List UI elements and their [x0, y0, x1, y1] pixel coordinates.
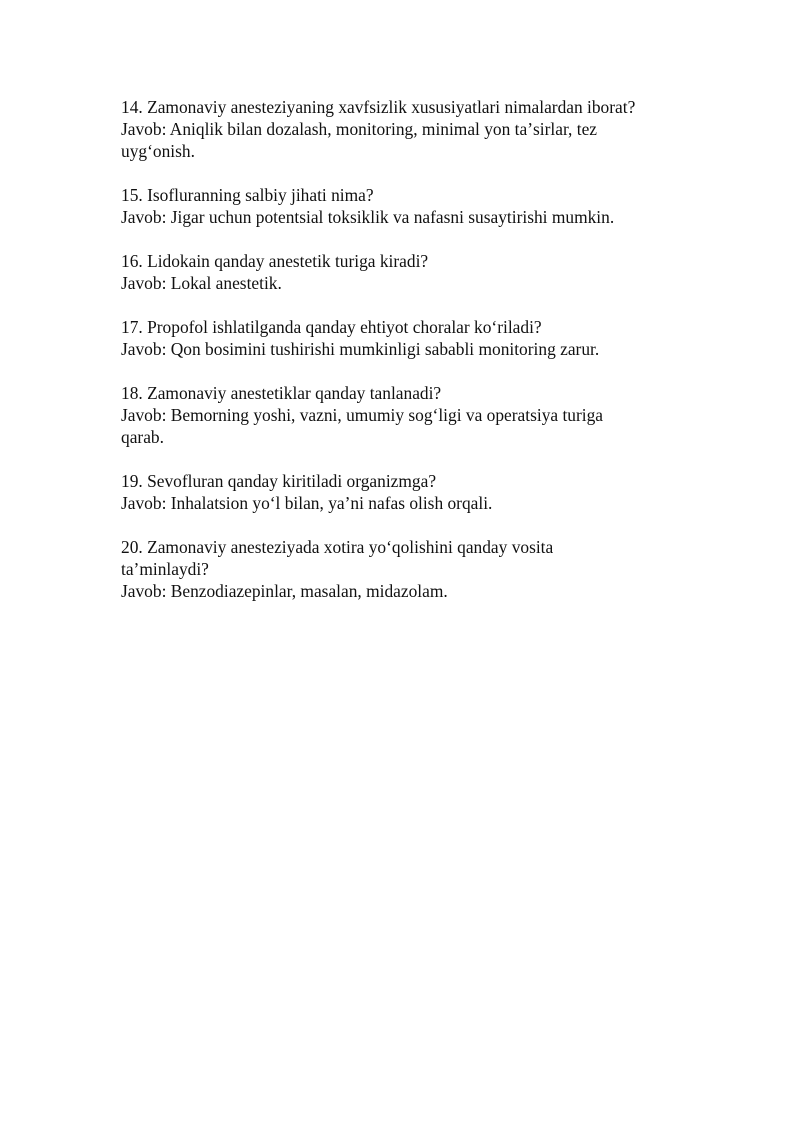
qa-item-19	[121, 470, 701, 514]
answer-20: Javob: Benzodiazepinlar, masalan, midazolam.	[121, 581, 448, 601]
document-content	[121, 96, 701, 624]
answer-16: Javob: Lokal anestetik.	[121, 273, 282, 293]
answer-18-line1: Javob: Bemorning yoshi, vazni, umumiy sogʻligi va operatsiya turiga	[121, 405, 604, 425]
question-15: 15. Isofluranning salbiy jihati nima?	[121, 185, 374, 205]
qa-item-17	[121, 316, 701, 360]
question-16: 16. Lidokain qanday anestetik turiga kiradi?	[121, 251, 429, 271]
answer-18-line2: qarab.	[121, 427, 164, 447]
qa-item-14	[121, 96, 701, 162]
answer-14-line1: Javob: Aniqlik bilan dozalash, monitoring, minimal yon taʼsirlar, tez	[121, 119, 598, 139]
answer-19: Javob: Inhalatsion yoʻl bilan, yaʼni nafas olish orqali.	[121, 493, 493, 513]
qa-item-15	[121, 184, 701, 228]
question-20-line2: taʼminlaydi?	[121, 559, 209, 579]
answer-15: Javob: Jigar uchun potentsial toksiklik va nafasni susaytirishi mumkin.	[121, 207, 615, 227]
qa-item-18	[121, 382, 701, 448]
question-14: 14. Zamonaviy anesteziyaning xavfsizlik xususiyatlari nimalardan iborat?	[121, 97, 636, 117]
question-17: 17. Propofol ishlatilganda qanday ehtiyot choralar koʻriladi?	[121, 317, 542, 337]
qa-item-20	[121, 536, 701, 602]
question-18: 18. Zamonaviy anestetiklar qanday tanlanadi?	[121, 383, 442, 403]
question-20-line1: 20. Zamonaviy anesteziyada xotira yoʻqolishini qanday vosita	[121, 537, 554, 557]
qa-item-16	[121, 250, 701, 294]
answer-17: Javob: Qon bosimini tushirishi mumkinligi sababli monitoring zarur.	[121, 339, 600, 359]
question-19: 19. Sevofluran qanday kiritiladi organizmga?	[121, 471, 437, 491]
answer-14-line2: uygʻonish.	[121, 141, 195, 161]
